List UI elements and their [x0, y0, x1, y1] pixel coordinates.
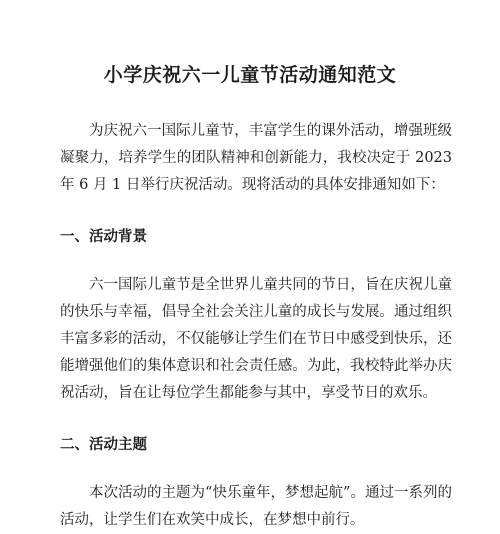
document-title: 小学庆祝六一儿童节活动通知范文: [103, 64, 397, 86]
intro-paragraph: 为庆祝六一国际儿童节，丰富学生的课外活动，增强班级凝聚力，培养学生的团队精神和创新能力，我校决定于 2023 年 6 月 1 日举行庆祝活动。现将活动的具体安排通知如下：: [60, 123, 452, 193]
section-heading-background: 一、活动背景: [60, 229, 147, 245]
theme-paragraph: 本次活动的主题为“快乐童年，梦想起航”。通过一系列的活动，让学生们在欢笑中成长，在梦想中前行。: [60, 485, 452, 528]
section-heading-theme: 二、活动主题: [60, 437, 147, 453]
background-paragraph: 六一国际儿童节是全世界儿童共同的节日，旨在庆祝儿童的快乐与幸福，倡导全社会关注儿童的成长与发展。通过组织丰富多彩的活动，不仅能够让学生们在节日中感受到快乐，还能增强他们的集体意识和社会责任感。为此，我校特此举办庆祝活动，旨在让每位学生都能参与其中，享受节日的欢乐。: [60, 277, 452, 401]
